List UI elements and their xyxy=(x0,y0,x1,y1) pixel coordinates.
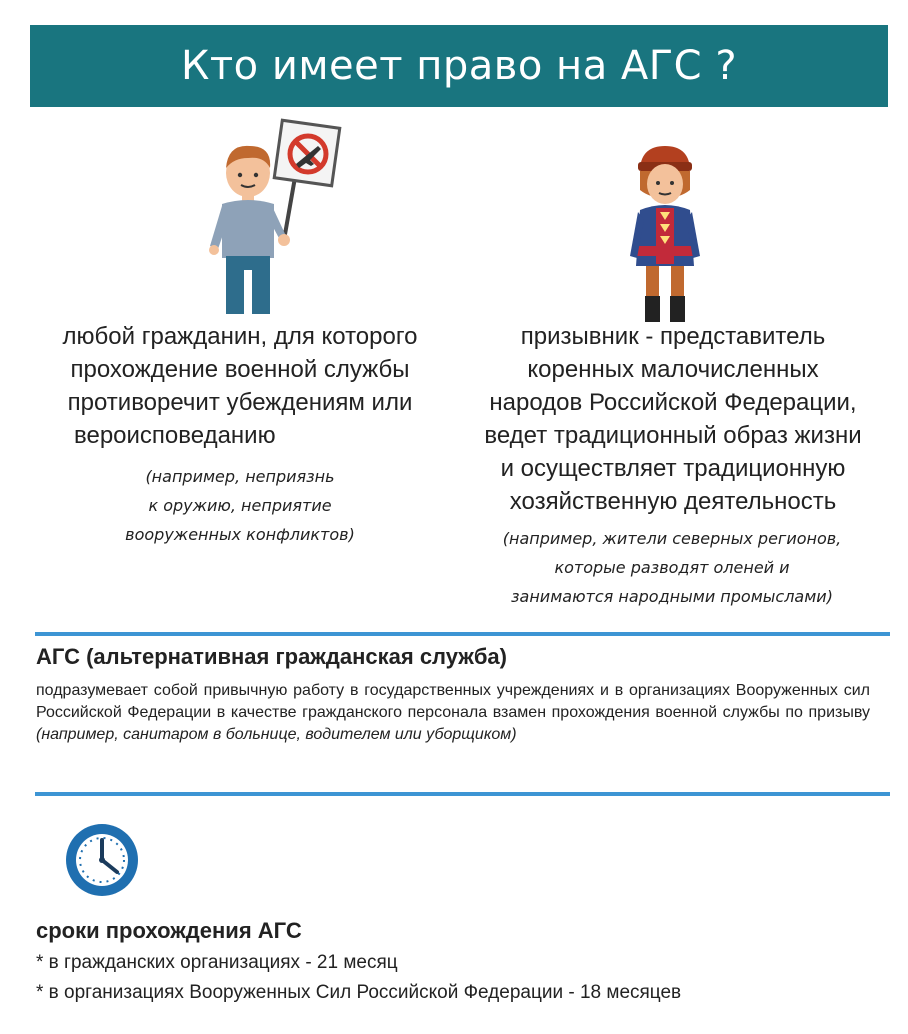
protester-icon xyxy=(200,118,360,318)
left-column-note: (например, неприязнь к оружию, неприятие вооруженных конфликтов) xyxy=(125,467,355,544)
definition-body: подразумевает собой привычную работу в государственных учреждениях и в организациях Вооруженных сил Российской Федерации в качестве гражданского персонала взамен прохождения военной службы по призыву (например, санитаром в больнице, водителем или уборщиком) xyxy=(36,682,870,743)
definition-title: АГС (альтернативная гражданская служба) xyxy=(36,644,507,669)
term-line: * в гражданских организациях - 21 месяц xyxy=(36,952,398,973)
page-title: Кто имеет право на АГС ? xyxy=(180,43,738,89)
indigenous-person-icon xyxy=(620,138,710,328)
terms-title: сроки прохождения АГС xyxy=(36,918,302,943)
right-column-text: призывник - представитель коренных малочисленных народов Российской Федерации, ведет традиционный образ жизни и осуществляет традиционную хозяйственную деятельность xyxy=(484,323,862,515)
divider xyxy=(35,792,890,796)
definition-example: (например, санитаром в больнице, водителем или уборщиком) xyxy=(36,726,517,743)
term-line: * в организациях Вооруженных Сил Российской Федерации - 18 месяцев xyxy=(36,982,682,1003)
clock-icon xyxy=(62,820,142,900)
divider xyxy=(35,632,890,636)
left-column-text: любой гражданин, для которого прохождение военной службы противоречит убеждениям или вероисповеданию xyxy=(62,323,418,449)
right-column-note: (например, жители северных регионов, которые разводят оленей и занимаются народными промыслами) xyxy=(502,529,842,606)
header-banner xyxy=(30,25,888,107)
